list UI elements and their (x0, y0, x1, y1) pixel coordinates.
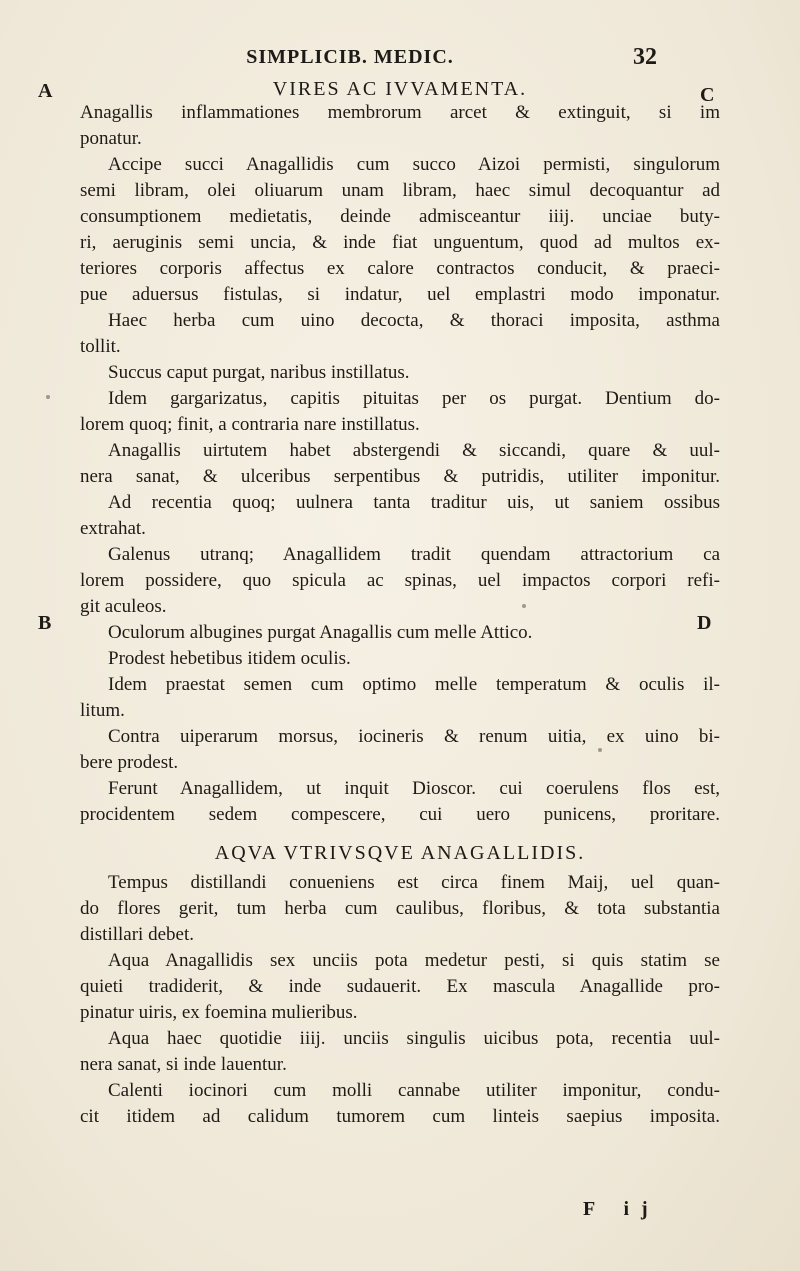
text-line: procidentem sedem compescere, cui uero punicens, proritare. (80, 804, 720, 825)
text-line: Idem praestat semen cum optimo melle temperatum & oculis il- (108, 674, 720, 695)
text-line: pue aduersus fistulas, si indatur, uel emplastri modo imponatur. (80, 284, 720, 305)
text-line: lorem quoq; finit, a contraria nare instillatus. (80, 414, 420, 435)
text-line: extrahat. (80, 518, 146, 539)
text-line: cit itidem ad calidum tumorem cum linteis saepius imposita. (80, 1106, 720, 1127)
ink-speck (46, 395, 50, 399)
margin-marker-b: B (38, 612, 52, 634)
text-line: Accipe succi Anagallidis cum succo Aizoi permisti, singulorum (108, 154, 720, 175)
text-line: Aqua Anagallidis sex unciis pota medetur pesti, si quis statim se (108, 950, 720, 971)
text-line: consumptionem medietatis, deinde admisceantur iiij. unciae buty- (80, 206, 720, 227)
text-line: quieti tradiderit, & inde sudauerit. Ex mascula Anagallide pro- (80, 976, 720, 997)
text-line: Aqua haec quotidie iiij. unciis singulis uicibus pota, recentia uul- (108, 1028, 720, 1049)
vires-text-block (80, 100, 720, 828)
text-line: ponatur. (80, 128, 142, 149)
text-line: bere prodest. (80, 752, 179, 773)
signature-mark: F ij (583, 1198, 660, 1220)
text-line: nera sanat, & ulceribus serpentibus & putridis, utiliter imponitur. (80, 466, 720, 487)
text-line: git aculeos. (80, 596, 167, 617)
section-title-vires: VIRES AC IVVAMENTA. (272, 78, 528, 100)
text-line: teriores corporis affectus ex calore contractos conducit, & praeci- (80, 258, 720, 279)
text-line: Galenus utranq; Anagallidem tradit quendam attractorium ca (108, 544, 720, 565)
margin-marker-c: C (700, 84, 715, 106)
running-head: SIMPLICIB. MEDIC. (246, 46, 454, 68)
section-title-aqua: AQVA VTRIVSQVE ANAGALLIDIS. (214, 842, 586, 864)
text-line: Prodest hebetibus itidem oculis. (108, 648, 351, 669)
text-line: Anagallis uirtutem habet abstergendi & siccandi, quare & uul- (108, 440, 720, 461)
text-line: lorem possidere, quo spicula ac spinas, uel impactos corpori refi- (80, 570, 720, 591)
text-line: distillari debet. (80, 924, 194, 945)
text-line: Oculorum albugines purgat Anagallis cum melle Attico. (108, 622, 533, 643)
text-line: ri, aeruginis semi uncia, & inde fiat unguentum, quod ad multos ex- (80, 232, 720, 253)
text-line: litum. (80, 700, 125, 721)
text-line: do flores gerit, tum herba cum caulibus, floribus, & tota substantia (80, 898, 720, 919)
text-line: Succus caput purgat, naribus instillatus. (108, 362, 410, 383)
text-line: Ad recentia quoq; uulnera tanta traditur uis, ut saniem ossibus (108, 492, 720, 513)
text-line: pinatur uiris, ex foemina mulieribus. (80, 1002, 358, 1023)
text-line: nera sanat, si inde lauentur. (80, 1054, 287, 1075)
text-line: Calenti iocinori cum molli cannabe utiliter imponitur, condu- (108, 1080, 720, 1101)
text-line: Idem gargarizatus, capitis pituitas per os purgat. Dentium do- (108, 388, 720, 409)
ink-speck (598, 748, 602, 752)
text-line: Tempus distillandi conueniens est circa finem Maij, uel quan- (108, 872, 720, 893)
text-line: Haec herba cum uino decocta, & thoraci imposita, asthma (108, 310, 720, 331)
text-line: Contra uiperarum morsus, iocineris & renum uitia, ex uino bi- (108, 726, 720, 747)
margin-marker-d: D (697, 612, 712, 634)
page-number: 32 (633, 44, 657, 70)
aqua-text-block (80, 870, 720, 1130)
text-line: tollit. (80, 336, 121, 357)
text-line: Anagallis inflammationes membrorum arcet & extinguit, si im (80, 102, 720, 123)
text-line: semi libram, olei oliuarum unam libram, haec simul decoquantur ad (80, 180, 720, 201)
ink-speck (522, 604, 526, 608)
text-line: Ferunt Anagallidem, ut inquit Dioscor. cui coerulens flos est, (108, 778, 720, 799)
margin-marker-a: A (38, 80, 53, 102)
